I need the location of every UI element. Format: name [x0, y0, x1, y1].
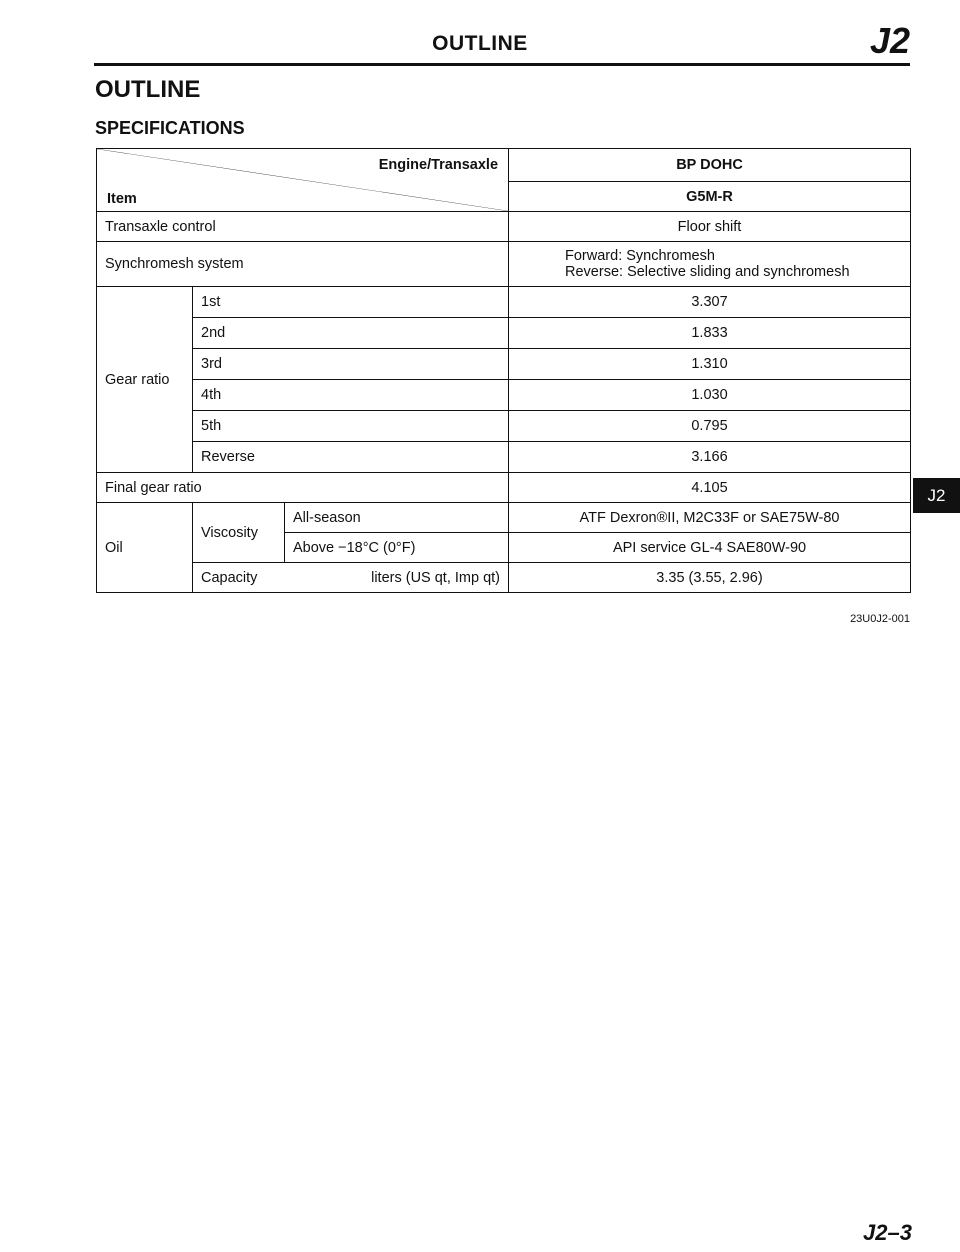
- all-season-value: ATF Dexron®II, M2C33F or SAE75W-80: [509, 503, 911, 533]
- gear-value: 0.795: [509, 411, 911, 442]
- synchromesh-value: [509, 242, 911, 287]
- gear-value: 1.310: [509, 349, 911, 380]
- table-row: [97, 473, 911, 503]
- engine-transaxle-label: Engine/Transaxle: [378, 157, 499, 173]
- running-header-code: J2: [869, 20, 910, 61]
- oil-label: Oil: [97, 503, 193, 593]
- header-rule: [94, 63, 910, 66]
- transaxle-control-value: Floor shift: [509, 212, 911, 242]
- table-row: [97, 563, 911, 593]
- section-title: OUTLINE: [95, 76, 201, 103]
- running-header-title: OUTLINE: [432, 32, 528, 55]
- gear-value: 3.166: [509, 442, 911, 473]
- transaxle-control-label: Transaxle control: [97, 212, 509, 242]
- capacity-label: Capacity: [201, 569, 258, 586]
- table-row: [97, 411, 911, 442]
- specifications-table: [96, 148, 911, 593]
- viscosity-label: Viscosity: [193, 503, 285, 563]
- gear-name: Reverse: [193, 442, 509, 473]
- figure-id: 23U0J2-001: [850, 613, 910, 625]
- table-row: [97, 318, 911, 349]
- capacity-cell: [193, 563, 509, 593]
- table-row: [97, 212, 911, 242]
- gear-name: 5th: [193, 411, 509, 442]
- table-row: [97, 242, 911, 287]
- table-row: [97, 503, 911, 533]
- item-label: Item: [107, 191, 137, 207]
- gear-value: 1.030: [509, 380, 911, 411]
- engine-value: BP DOHC: [509, 149, 911, 182]
- above-temp-label: Above −18°C (0°F): [285, 533, 509, 563]
- table-row: [97, 380, 911, 411]
- gear-value: 1.833: [509, 318, 911, 349]
- all-season-label: All-season: [285, 503, 509, 533]
- transaxle-value: G5M-R: [509, 182, 911, 212]
- gear-name: 2nd: [193, 318, 509, 349]
- table-row: [97, 442, 911, 473]
- table-header-diagonal-cell: [97, 149, 509, 212]
- gear-ratio-label: Gear ratio: [97, 287, 193, 473]
- final-gear-label: Final gear ratio: [97, 473, 509, 503]
- above-temp-value: API service GL-4 SAE80W-90: [509, 533, 911, 563]
- capacity-unit: liters (US qt, Imp qt): [371, 569, 501, 586]
- synchromesh-forward: Forward: Synchromesh: [565, 248, 715, 264]
- page-number: J2–3: [863, 1220, 912, 1245]
- table-row: [97, 287, 911, 318]
- synchromesh-label: Synchromesh system: [97, 242, 509, 287]
- section-subtitle: SPECIFICATIONS: [95, 118, 245, 138]
- synchromesh-reverse: Reverse: Selective sliding and synchromesh: [565, 264, 850, 280]
- section-tab: J2: [913, 478, 960, 513]
- table-header-row: [97, 149, 911, 182]
- gear-name: 4th: [193, 380, 509, 411]
- gear-value: 3.307: [509, 287, 911, 318]
- table-row: [97, 349, 911, 380]
- gear-name: 3rd: [193, 349, 509, 380]
- capacity-value: 3.35 (3.55, 2.96): [509, 563, 911, 593]
- final-gear-value: 4.105: [509, 473, 911, 503]
- gear-name: 1st: [193, 287, 509, 318]
